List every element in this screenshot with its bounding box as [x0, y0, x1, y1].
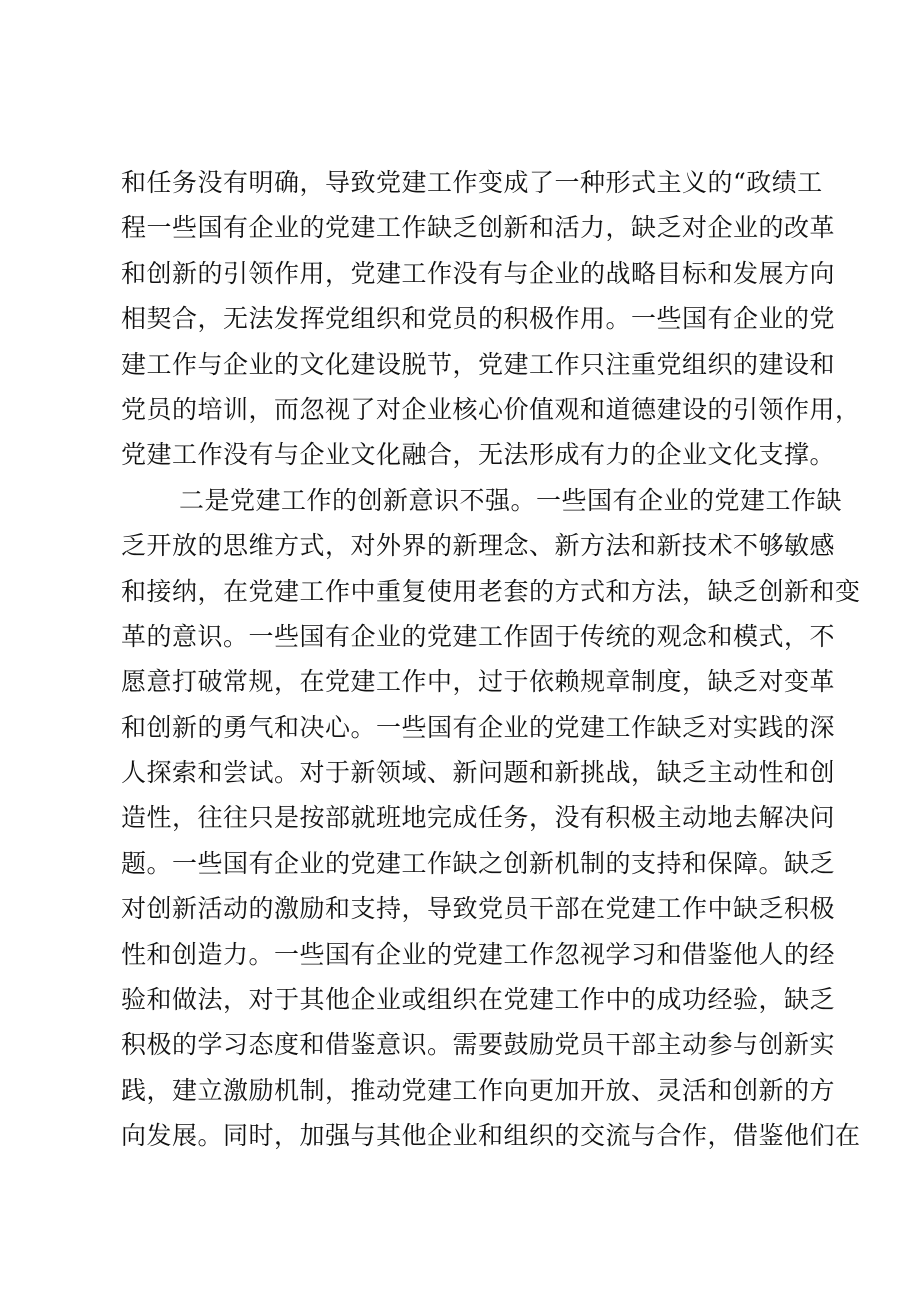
- text-line: 造性，往往只是按部就班地完成任务，没有积极主动地去解决问: [121, 803, 836, 833]
- text-line: 乏开放的思维方式，对外界的新理念、新方法和新技术不够敏感: [121, 531, 836, 561]
- text-line: 建工作与企业的文化建设脱节，党建工作只注重党组织的建设和: [121, 349, 836, 379]
- text-line: 党员的培训，而忽视了对企业核心价值观和道德建设的引领作用，: [121, 394, 861, 424]
- text-line: 验和做法，对于其他企业或组织在党建工作中的成功经验，缺乏: [121, 985, 836, 1015]
- paragraph-first-line: 二是党建工作的创新意识不强。一些国有企业的党建工作缺: [179, 485, 843, 515]
- text-line: 和接纳，在党建工作中重复使用老套的方式和方法，缺乏创新和变: [121, 576, 861, 606]
- text-line: 对创新活动的激励和支持，导致党员干部在党建工作中缺乏积极: [121, 894, 836, 924]
- text-line: 人探索和尝试。对于新领域、新问题和新挑战，缺乏主动性和创: [121, 758, 836, 788]
- text-line: 党建工作没有与企业文化融合，无法形成有力的企业文化支撑。: [121, 440, 836, 470]
- text-line: 程一些国有企业的党建工作缺乏创新和活力，缺乏对企业的改革: [121, 213, 836, 243]
- text-line: 向发展。同时，加强与其他企业和组织的交流与合作，借鉴他们在: [121, 1121, 861, 1151]
- text-line: 践，建立激励机制，推动党建工作向更加开放、灵活和创新的方: [121, 1075, 836, 1105]
- text-line: 积极的学习态度和借鉴意识。需要鼓励党员干部主动参与创新实: [121, 1030, 836, 1060]
- body-text: [121, 160, 861, 1159]
- text-line: 和创新的勇气和决心。一些国有企业的党建工作缺乏对实践的深: [121, 712, 836, 742]
- text-line: 和创新的引领作用，党建工作没有与企业的战略目标和发展方向: [121, 258, 836, 288]
- text-line: 相契合，无法发挥党组织和党员的积极作用。一些国有企业的党: [121, 304, 836, 334]
- text-line: 和任务没有明确，导致党建工作变成了一种形式主义的“政绩工: [121, 168, 823, 197]
- text-line: 愿意打破常规，在党建工作中，过于依赖规章制度，缺乏对变革: [121, 667, 836, 697]
- text-line: 革的意识。一些国有企业的党建工作固于传统的观念和模式，不: [121, 621, 836, 651]
- text-line: 题。一些国有企业的党建工作缺之创新机制的支持和保障。缺乏: [121, 848, 836, 878]
- text-line: 性和创造力。一些国有企业的党建工作忽视学习和借鉴他人的经: [121, 939, 836, 969]
